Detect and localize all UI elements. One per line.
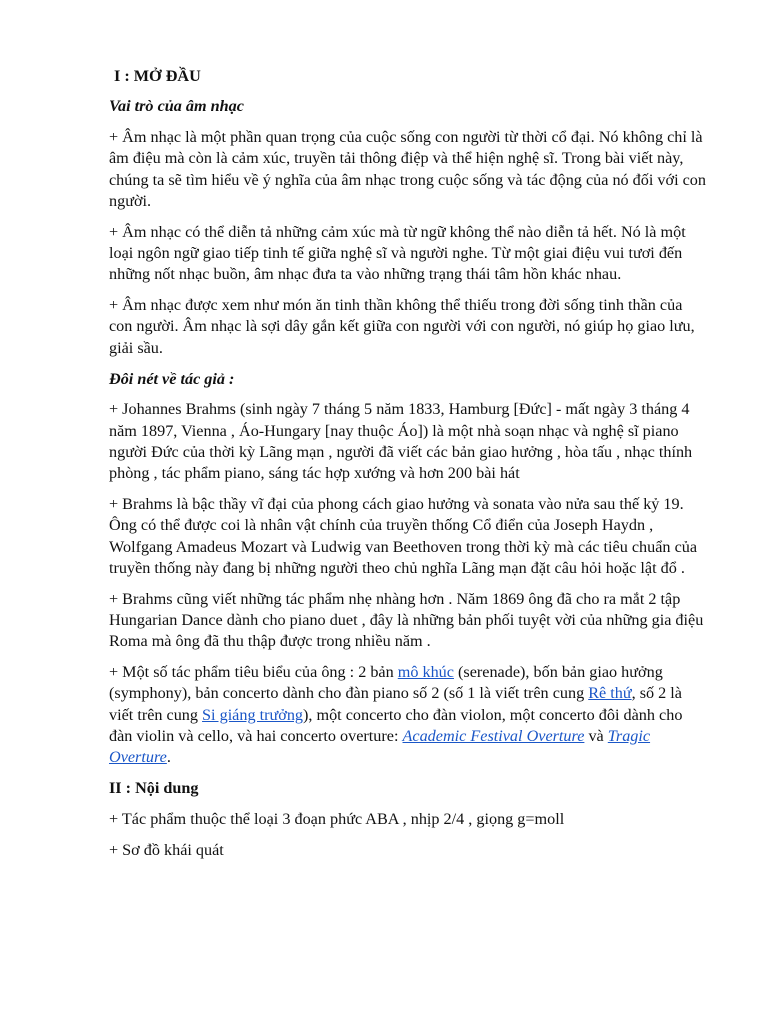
role-paragraph-2: + Âm nhạc có thể diễn tả những cảm xúc mà từ ngữ không thể nào diễn tả hết. Nó là một loại ngôn ngữ giao tiếp tinh tế giữa nghệ sĩ và người nghe. Từ một giai điệu vui tươi đến những nốt nhạc buồn, âm nhạc đưa ta vào những trạng thái tâm hồn khác nhau.: [109, 222, 686, 284]
author-heading: Đôi nét về tác giả :: [109, 369, 235, 388]
content-line-2: + Sơ đồ khái quát: [109, 840, 224, 859]
academic-festival-overture-link[interactable]: Academic Festival Overture: [402, 727, 585, 746]
author-paragraph-2: + Brahms là bậc thầy vĩ đại của phong cách giao hưởng và sonata vào nửa sau thế kỷ 19. Ông có thể được coi là nhân vật chính của truyền thống Cổ điển của Joseph Haydn , Wolfgang Amadeus Mozart và Ludwig van Beethoven trong thời kỳ mà các tiêu chuẩn của truyền thống này đang bị những người theo chủ nghĩa Lãng mạn đặt câu hỏi hoặc lật đổ .: [109, 495, 698, 577]
role-paragraph-1: + Âm nhạc là một phần quan trọng của cuộc sống con người từ thời cổ đại. Nó không chỉ là âm điệu mà còn là cảm xúc, truyền tải thông điệp và thể hiện nghệ sĩ. Trong bài viết này, chúng ta sẽ tìm hiểu về ý nghĩa của âm nhạc trong cuộc sống và tác động của nó đối với con người.: [109, 128, 706, 210]
works-text-1: + Một số tác phẩm tiêu biểu của ông : 2 bản: [109, 663, 398, 682]
works-text-6: .: [166, 748, 171, 767]
role-paragraph-3: + Âm nhạc được xem như món ăn tinh thần không thể thiếu trong đời sống tinh thần của con người. Âm nhạc là sợi dây gắn kết giữa con người với con người, nó giúp họ giao lưu, giải sầu.: [109, 296, 695, 357]
tragic-overture-link[interactable]: Tragic Overture: [109, 727, 651, 767]
content-line-1: + Tác phẩm thuộc thể loại 3 đoạn phức ABA , nhịp 2/4 , giọng g=moll: [109, 809, 565, 828]
works-text-4: ), một concerto cho đàn violon, một concerto đôi dành cho đàn violin và cello, và hai concerto overture:: [109, 705, 683, 746]
serenade-link[interactable]: mô khúc: [397, 663, 454, 682]
works-text-2: (serenade), bốn bản giao hưởng (symphony), bản concerto dành cho đàn piano số 2 (số 1 là viết trên cung: [109, 663, 663, 703]
document-page: [109, 66, 709, 871]
works-text-5: và: [584, 727, 608, 746]
works-text-3: , số 2 là viết trên cung: [109, 684, 682, 724]
d-minor-link[interactable]: Rê thứ: [588, 684, 632, 703]
role-heading: Vai trò của âm nhạc: [109, 97, 244, 116]
author-paragraph-1: + Johannes Brahms (sinh ngày 7 tháng 5 năm 1833, Hamburg [Đức] - mất ngày 3 tháng 4 năm 1897, Vienna , Áo-Hungary [nay thuộc Áo]) là một nhà soạn nhạc và nghệ sĩ piano người Đức của thời kỳ Lãng mạn , người đã viết các bản giao hưởng , hòa tấu , nhạc thính phòng , tác phẩm piano, sáng tác hợp xướng và hơn 200 bài hát: [109, 400, 693, 483]
works-paragraph: [109, 662, 709, 768]
section-2-title: II : Nội dung: [109, 779, 199, 798]
author-paragraph-3: + Brahms cũng viết những tác phẩm nhẹ nhàng hơn . Năm 1869 ông đã cho ra mắt 2 tập Hungarian Dance dành cho piano duet , đây là những bản phối tuyệt vời của những gia điệu Roma mà ông đã thu thập được trong nhiều năm .: [109, 589, 704, 651]
b-flat-major-link[interactable]: Si giáng trưởng: [202, 705, 304, 724]
section-1-title: I : MỞ ĐẦU: [114, 67, 201, 85]
